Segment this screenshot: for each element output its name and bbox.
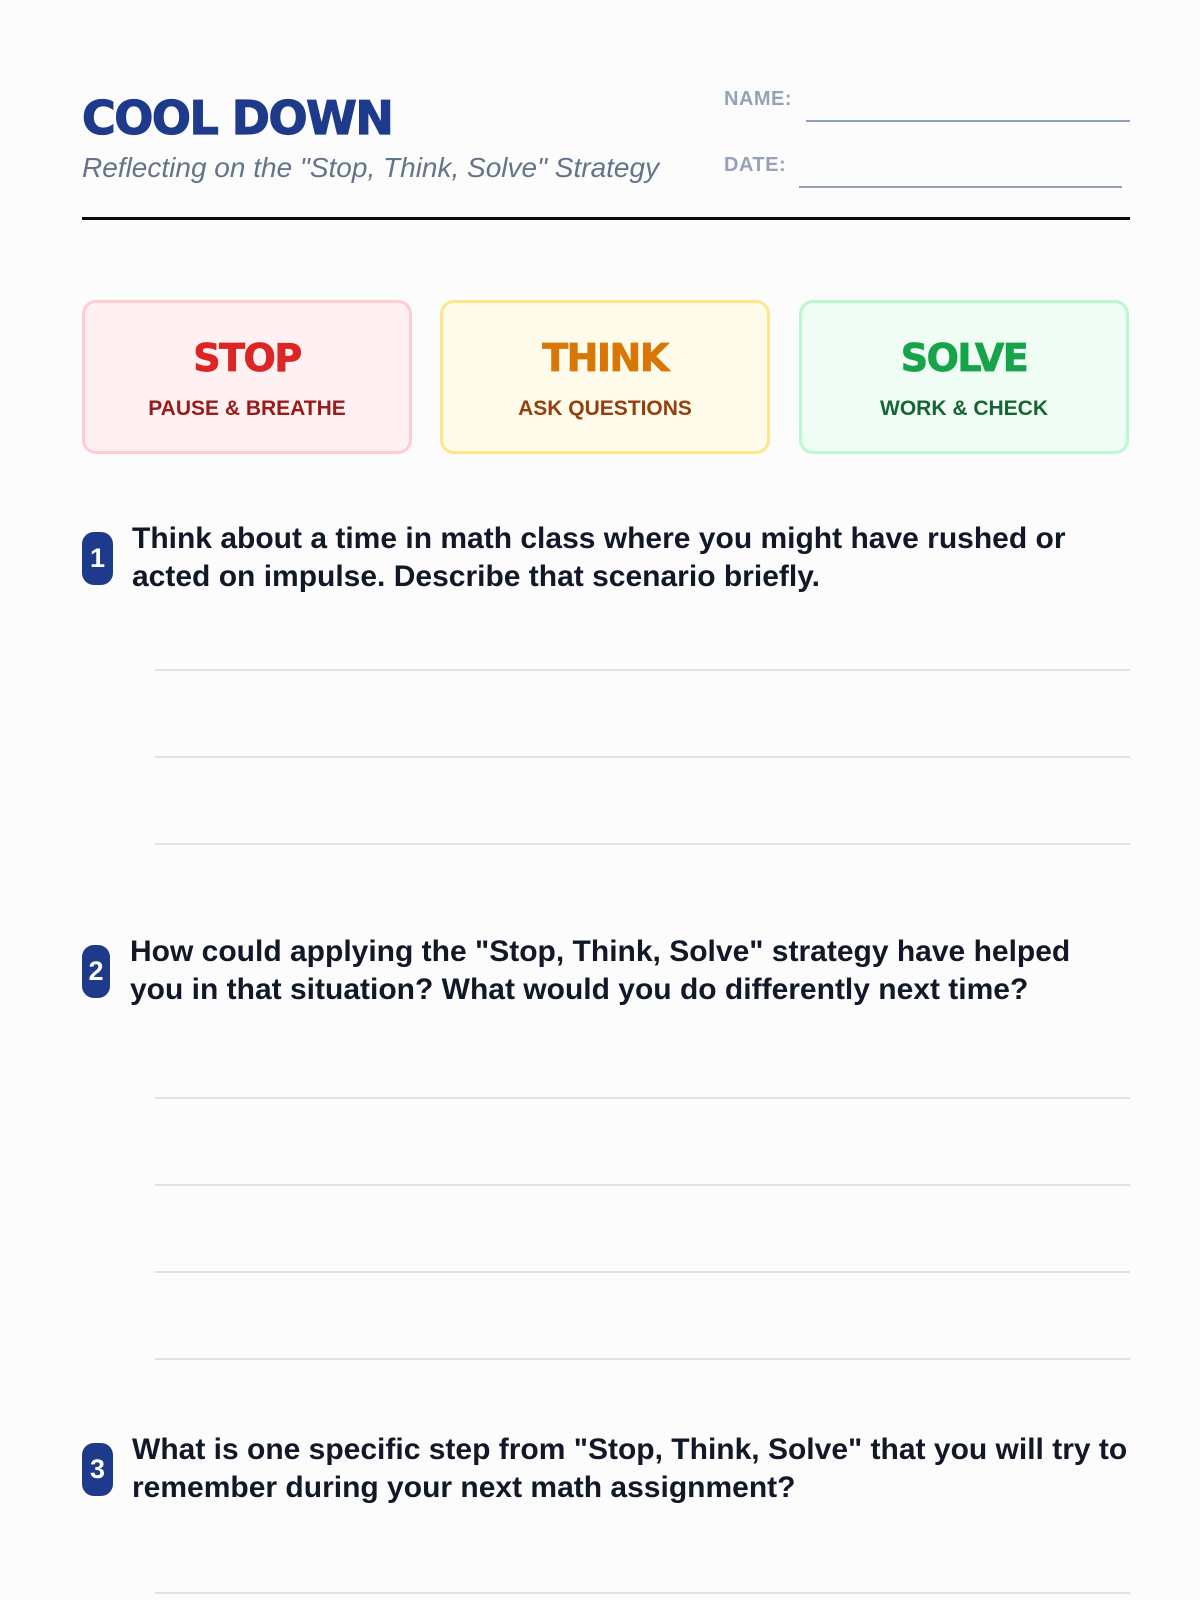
question-text: Think about a time in math class where you might have rushed or acted on impulse. Describe that scenario briefly. — [132, 522, 1066, 593]
think-subtitle: ASK QUESTIONS — [518, 397, 692, 420]
answer-line[interactable] — [155, 1097, 1130, 1099]
question-number-badge: 3 — [82, 1443, 113, 1496]
stop-card — [82, 300, 412, 454]
think-card — [440, 300, 770, 454]
answer-line[interactable] — [155, 669, 1130, 671]
question-2 — [82, 933, 1130, 1373]
question-number-badge: 1 — [82, 532, 113, 585]
name-field[interactable] — [724, 82, 1130, 122]
stop-word: STOP — [193, 336, 301, 380]
date-label: DATE: — [724, 154, 787, 176]
question-1 — [82, 520, 1130, 860]
solve-card — [799, 300, 1129, 454]
think-word: THINK — [542, 336, 668, 380]
date-input-line[interactable] — [799, 186, 1122, 188]
answer-line[interactable] — [155, 1358, 1130, 1360]
question-3 — [82, 1431, 1130, 1600]
date-field[interactable] — [724, 148, 1130, 188]
solve-subtitle: WORK & CHECK — [880, 397, 1048, 420]
worksheet-header — [82, 0, 1130, 220]
page-title: COOL DOWN — [82, 91, 393, 145]
name-label: NAME: — [724, 88, 793, 110]
solve-word: SOLVE — [900, 336, 1028, 380]
answer-line[interactable] — [155, 1271, 1130, 1273]
question-text: How could applying the "Stop, Think, Solve" strategy have helped you in that situation? What would you do differently next time? — [130, 935, 1071, 1006]
answer-line[interactable] — [155, 756, 1130, 758]
worksheet-page — [82, 0, 1130, 1600]
question-text: What is one specific step from "Stop, Think, Solve" that you will try to remember during your next math assignment? — [132, 1433, 1128, 1504]
answer-line[interactable] — [155, 1184, 1130, 1186]
stop-subtitle: PAUSE & BREATHE — [148, 397, 346, 420]
strategy-cards — [82, 300, 1130, 454]
name-input-line[interactable] — [806, 120, 1130, 122]
answer-line[interactable] — [155, 1592, 1130, 1594]
question-number-badge: 2 — [82, 945, 110, 998]
page-subtitle: Reflecting on the "Stop, Think, Solve" Strategy — [82, 152, 660, 183]
answer-line[interactable] — [155, 843, 1130, 845]
